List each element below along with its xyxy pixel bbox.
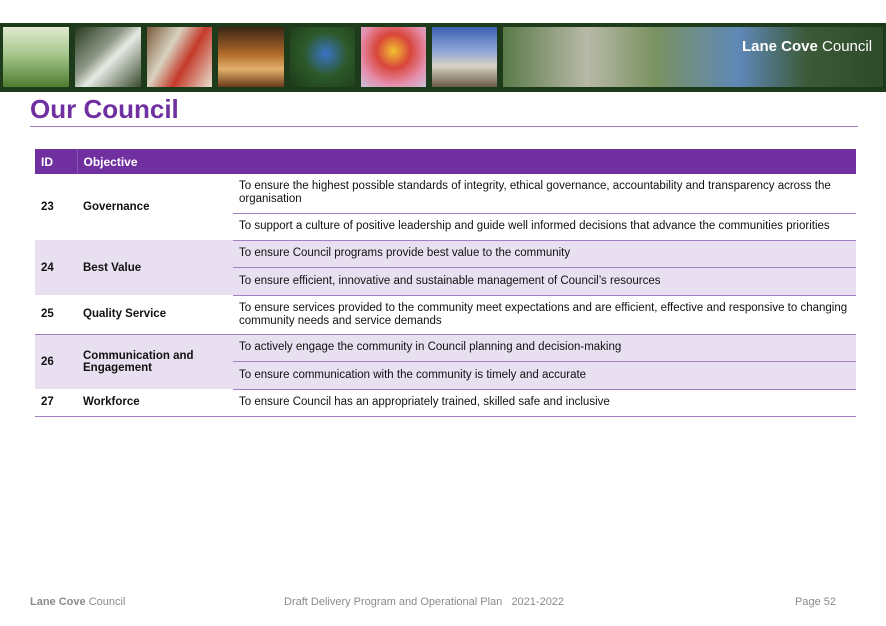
footer-organisation: [30, 596, 125, 608]
council-logo: [742, 38, 884, 58]
objective-item: To actively engage the community in Council planning and decision-making: [233, 334, 856, 361]
objective-item: To ensure Council has an appropriately trained, skilled safe and inclusive: [233, 389, 856, 416]
banner-photo-5: [290, 27, 355, 87]
logo-bold: Lane Cove: [742, 38, 818, 55]
objective-item: To support a culture of positive leadership and guide well informed decisions that advance the communities priorities: [233, 213, 856, 240]
header-id: ID: [35, 149, 77, 174]
objective-id: 23: [41, 201, 54, 213]
table-row: [35, 334, 856, 361]
footer-org-bold: Lane Cove: [30, 596, 86, 608]
objective-id: 25: [35, 295, 77, 334]
table-row: [35, 295, 856, 334]
footer-period: 2021-2022: [511, 596, 565, 608]
banner-photo-4: [218, 27, 284, 87]
page-title: Our Council: [30, 94, 179, 124]
table-row: [35, 174, 856, 213]
table-header-row: [35, 149, 856, 174]
table-row: [35, 389, 856, 416]
objective-item: To ensure Council programs provide best value to the community: [233, 240, 856, 267]
objective-name: Workforce: [77, 389, 233, 416]
header-objective: Objective: [77, 149, 856, 174]
banner-photo-2: [75, 27, 141, 87]
objective-id: 24: [35, 240, 77, 295]
banner-photo-6: [361, 27, 426, 87]
banner-photo-7: [432, 27, 497, 87]
objective-item: To ensure communication with the community is timely and accurate: [233, 361, 856, 389]
objectives-table: [35, 149, 856, 417]
footer-document-title: [284, 596, 564, 608]
footer-page-number: Page 52: [795, 596, 836, 608]
objective-name: Best Value: [77, 240, 233, 295]
objective-id: 27: [35, 389, 77, 416]
footer-document: Draft Delivery Program and Operational Plan: [284, 596, 503, 608]
objective-name: Governance: [83, 201, 150, 213]
objective-name: Communication and Engagement: [77, 334, 233, 389]
objective-name: Quality Service: [77, 295, 233, 334]
objective-item: To ensure efficient, innovative and sustainable management of Council’s resources: [233, 267, 856, 295]
table-row: [35, 240, 856, 267]
objective-item: To ensure the highest possible standards of integrity, ethical governance, accountability and transparency across the organisation: [233, 174, 856, 213]
title-divider: [30, 126, 858, 127]
banner-photo-3: [147, 27, 212, 87]
footer-org-rest: Council: [85, 596, 126, 608]
objective-item: To ensure services provided to the community meet expectations and are efficient, effective and responsive to changing community needs and service demands: [233, 295, 856, 334]
banner-photo-1: [3, 27, 69, 87]
objective-id: 26: [35, 334, 77, 389]
logo-rest: Council: [817, 38, 873, 55]
